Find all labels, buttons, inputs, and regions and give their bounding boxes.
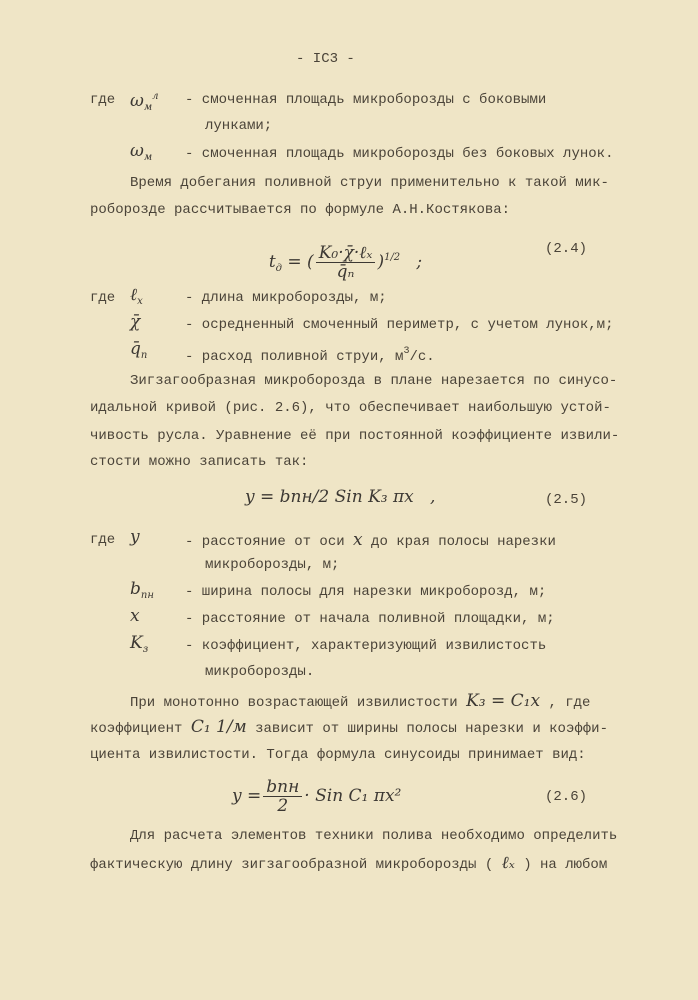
- text: коэффициент: [90, 721, 183, 737]
- symbol-b: [130, 580, 154, 605]
- eq-tail: ,: [429, 487, 436, 507]
- paragraph-line: Время добегания поливной струи применительно к такой мик-: [130, 175, 609, 191]
- eq-denominator: 2: [277, 796, 289, 816]
- equation-label: (2.6): [545, 789, 588, 805]
- equation-label: (2.5): [545, 492, 588, 508]
- symbol-text: b: [130, 579, 141, 599]
- paragraph-line: роборозде рассчитывается по формуле А.Н.Костякова:: [90, 202, 511, 218]
- definition-text: [185, 343, 435, 366]
- text: до края полосы нарезки: [371, 534, 556, 550]
- eq-lhs: t: [268, 252, 276, 272]
- symbol-sub: з: [142, 644, 149, 655]
- equation-2-4: $t_д$ = ( $\frac{\text{K₀·χ̄·ℓₓ}}{\text{q̄ₙ}}$ )$^{1/2}$ ;: [268, 243, 423, 282]
- eq-lhs-sub: д: [275, 263, 282, 274]
- definition-text: - осредненный смоченный периметр, с учетом лунок,м;: [185, 317, 614, 333]
- symbol-text: K: [130, 633, 143, 653]
- symbol-chi: χ̄: [130, 312, 141, 332]
- paragraph-line: [90, 718, 608, 738]
- symbol-sub: м: [143, 102, 153, 113]
- text: - расход поливной струи, м: [185, 349, 404, 365]
- symbol-sub: n: [140, 350, 148, 361]
- eq-tail: ;: [416, 252, 423, 272]
- where-label: где: [90, 532, 116, 548]
- text: фактическую длину зигзагообразной микроборозды (: [90, 857, 494, 873]
- eq-denominator: q̄ₙ: [336, 262, 355, 282]
- symbol-q: [130, 340, 147, 365]
- inline-formula: C₁ 1/м: [190, 717, 247, 737]
- symbol-text: ω: [130, 141, 144, 161]
- paragraph-line: Зигзагообразная микроборозда в плане нарезается по синусо-: [130, 373, 618, 389]
- equation-label: (2.4): [545, 241, 588, 257]
- inline-symbol-x: x: [353, 530, 363, 550]
- definition-continuation: микроборозды, м;: [205, 557, 340, 573]
- inline-formula: K₃ = C₁x: [466, 691, 541, 711]
- symbol-text: ℓ: [130, 285, 138, 305]
- definition-text: - длина микроборозды, м;: [185, 290, 387, 306]
- equation-2-5: [245, 488, 435, 506]
- eq-formula: y = bпн/2 Sin K₃ πx: [245, 487, 414, 507]
- eq-rest: · Sin C₁ πx²: [304, 786, 402, 806]
- text: зависит от ширины полосы нарезки и коэффи-: [255, 721, 608, 737]
- definition-continuation: микроборозды.: [205, 664, 315, 680]
- text: , где: [548, 695, 591, 711]
- inline-symbol: ℓₓ: [501, 853, 515, 873]
- definition-text: - смоченная площадь микроборозды без боковых лунок.: [185, 146, 614, 162]
- symbol-x: x: [130, 606, 140, 626]
- definition-text: - смоченная площадь микроборозды с боковыми: [185, 92, 547, 108]
- unit-sup: 3: [403, 346, 410, 357]
- unit-tail: /с.: [409, 349, 435, 365]
- text: - расстояние от оси: [185, 534, 345, 550]
- equation-2-6: [232, 778, 401, 815]
- paragraph-line: чивость русла. Уравнение её при постоянной коэффициенте извили-: [90, 428, 620, 444]
- symbol-y: y: [130, 527, 140, 547]
- where-label: где: [90, 290, 116, 306]
- eq-exponent: 1/2: [384, 252, 401, 263]
- symbol-sub: м: [143, 152, 153, 163]
- eq-numerator: bпн: [263, 778, 302, 797]
- eq-numerator: K₀·χ̄·ℓₓ: [316, 244, 376, 263]
- paragraph-line: [130, 692, 590, 712]
- symbol-omega: [130, 142, 152, 167]
- definition-text: [185, 531, 556, 551]
- symbol-text: ω: [130, 91, 144, 111]
- symbol-sup: л: [152, 91, 159, 102]
- symbol-k: [130, 634, 148, 659]
- definition-text: - ширина полосы для нарезки микроборозд, м;: [185, 584, 547, 600]
- symbol-text: q̄: [130, 339, 141, 359]
- symbol-sub: пн: [140, 590, 154, 601]
- definition-text: - коэффициент, характеризующий извилистость: [185, 638, 547, 654]
- paragraph-line: Для расчета элементов техники полива необходимо определить: [130, 828, 618, 844]
- where-label: где: [90, 92, 116, 108]
- definition-continuation: лунками;: [205, 118, 273, 134]
- definition-text: - расстояние от начала поливной площадки, м;: [185, 611, 555, 627]
- page-number: - IC3 -: [296, 51, 355, 67]
- text: При монотонно возрастающей извилистости: [130, 695, 458, 711]
- paragraph-line: идальной кривой (рис. 2.6), что обеспечивает наибольшую устой-: [90, 400, 611, 416]
- paragraph-line: [90, 854, 607, 874]
- symbol-omega-l: [130, 88, 159, 117]
- text: ) на любом: [523, 857, 608, 873]
- eq-lhs: y =: [232, 786, 262, 806]
- symbol-l: [130, 286, 143, 311]
- symbol-sub: x: [137, 296, 143, 307]
- paragraph-line: циента извилистости. Тогда формула синусоиды принимает вид:: [90, 747, 586, 763]
- paragraph-line: стости можно записать так:: [90, 454, 309, 470]
